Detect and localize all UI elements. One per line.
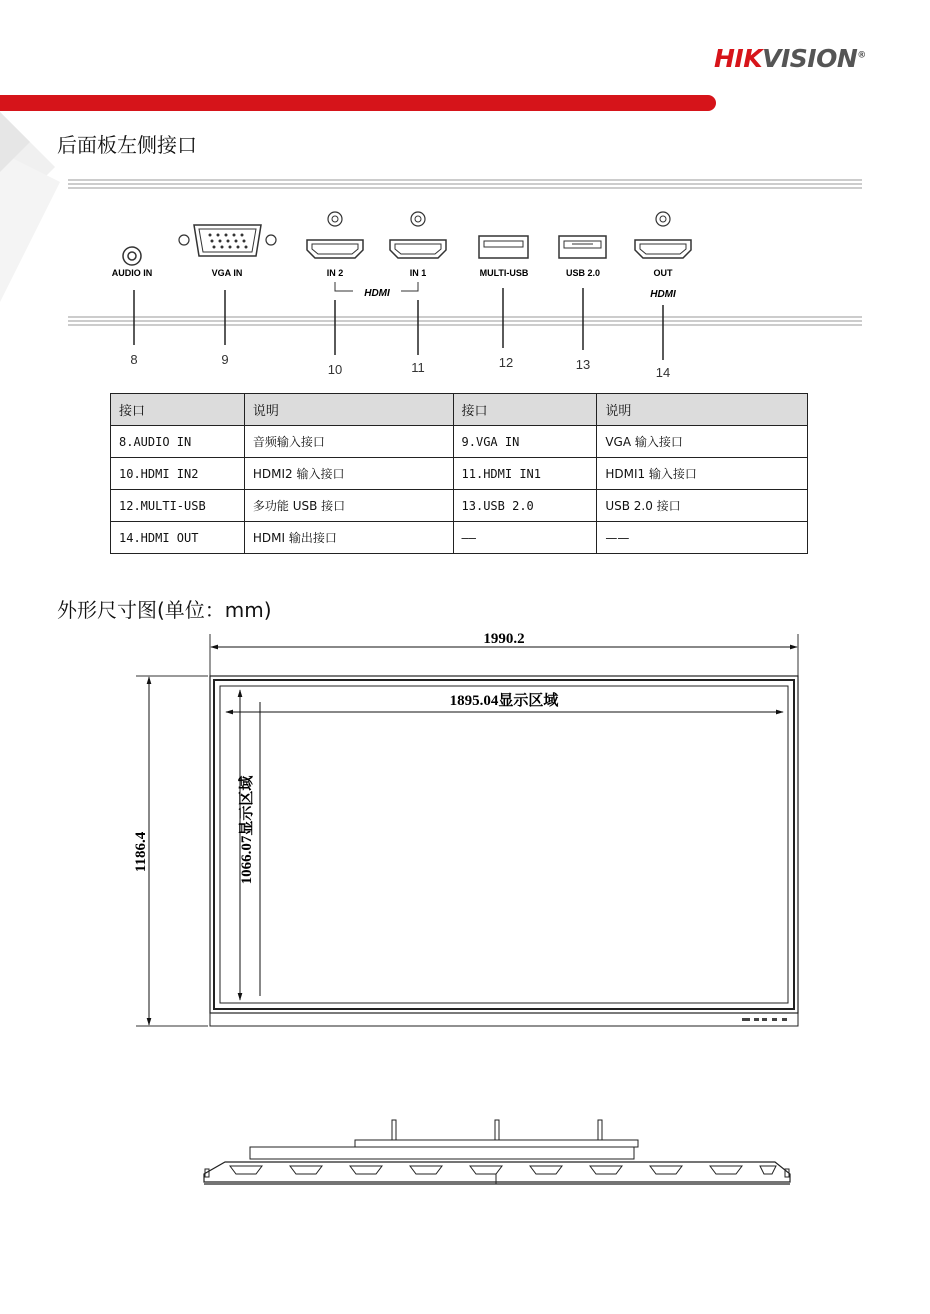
table-cell: 13.USB 2.0 bbox=[453, 490, 597, 522]
section-title-dimensions: 外形尺寸图(单位：mm) bbox=[57, 598, 272, 622]
vga-port-icon bbox=[179, 225, 276, 256]
table-cell: 多功能 USB 接口 bbox=[244, 490, 453, 522]
hdmi-out-port-icon bbox=[635, 212, 691, 258]
table-header: 接口 bbox=[111, 394, 245, 426]
table-header: 接口 bbox=[453, 394, 597, 426]
audio-in-label: AUDIO IN bbox=[111, 268, 153, 278]
audio-in-port-icon bbox=[123, 247, 141, 265]
table-cell: —— bbox=[597, 522, 808, 554]
callout-12: 12 bbox=[498, 355, 514, 370]
ports-table bbox=[110, 393, 808, 554]
table-cell: 音频输入接口 bbox=[244, 426, 453, 458]
display-width-label: 1895.04显示区域 bbox=[449, 693, 559, 709]
rear-panel-diagram bbox=[0, 170, 930, 385]
table-cell: HDMI 输出接口 bbox=[244, 522, 453, 554]
top-view-diagram bbox=[0, 1112, 930, 1192]
vga-in-label: VGA IN bbox=[211, 268, 243, 278]
table-header: 说明 bbox=[244, 394, 453, 426]
usb-2-port-icon bbox=[559, 236, 606, 258]
table-row bbox=[111, 426, 808, 458]
callout-10: 10 bbox=[327, 362, 343, 377]
table-cell: 14.HDMI OUT bbox=[111, 522, 245, 554]
hdmi-in2-label: IN 2 bbox=[326, 268, 344, 278]
multi-usb-port-icon bbox=[479, 236, 528, 258]
table-cell: 11.HDMI IN1 bbox=[453, 458, 597, 490]
table-row bbox=[111, 458, 808, 490]
hikvision-logo: HIKVISION® bbox=[714, 44, 866, 73]
table-cell: 12.MULTI-USB bbox=[111, 490, 245, 522]
table-cell: HDMI2 输入接口 bbox=[244, 458, 453, 490]
hdmi-logo-text: HDMI bbox=[364, 288, 390, 299]
front-dimension-diagram bbox=[0, 620, 930, 1040]
display-height-label: 1066.07显示区域 bbox=[239, 775, 255, 885]
hdmi-out-logo-text: HDMI bbox=[650, 289, 676, 300]
callout-8: 8 bbox=[130, 352, 138, 367]
overall-width-label: 1990.2 bbox=[483, 631, 525, 647]
table-cell: 8.AUDIO IN bbox=[111, 426, 245, 458]
hdmi-in2-port-icon bbox=[307, 212, 363, 258]
table-cell: HDMI1 输入接口 bbox=[597, 458, 808, 490]
callout-9: 9 bbox=[221, 352, 229, 367]
header-red-bar bbox=[0, 95, 716, 111]
table-header: 说明 bbox=[597, 394, 808, 426]
hdmi-in1-label: IN 1 bbox=[409, 268, 427, 278]
hdmi-in1-port-icon bbox=[390, 212, 446, 258]
table-row bbox=[111, 522, 808, 554]
table-cell: 9.VGA IN bbox=[453, 426, 597, 458]
section-title-rear-panel: 后面板左侧接口 bbox=[57, 133, 197, 157]
usb-2-label: USB 2.0 bbox=[565, 268, 601, 278]
table-cell: 10.HDMI IN2 bbox=[111, 458, 245, 490]
table-header-row bbox=[111, 394, 808, 426]
table-cell: VGA 输入接口 bbox=[597, 426, 808, 458]
table-cell: USB 2.0 接口 bbox=[597, 490, 808, 522]
callout-13: 13 bbox=[575, 357, 591, 372]
callout-14: 14 bbox=[655, 365, 671, 380]
multi-usb-label: MULTI-USB bbox=[479, 268, 529, 278]
overall-height-label: 1186.4 bbox=[133, 831, 149, 873]
callout-11: 11 bbox=[411, 360, 425, 375]
table-cell: —— bbox=[453, 522, 597, 554]
table-row bbox=[111, 490, 808, 522]
hdmi-out-label: OUT bbox=[653, 268, 673, 278]
